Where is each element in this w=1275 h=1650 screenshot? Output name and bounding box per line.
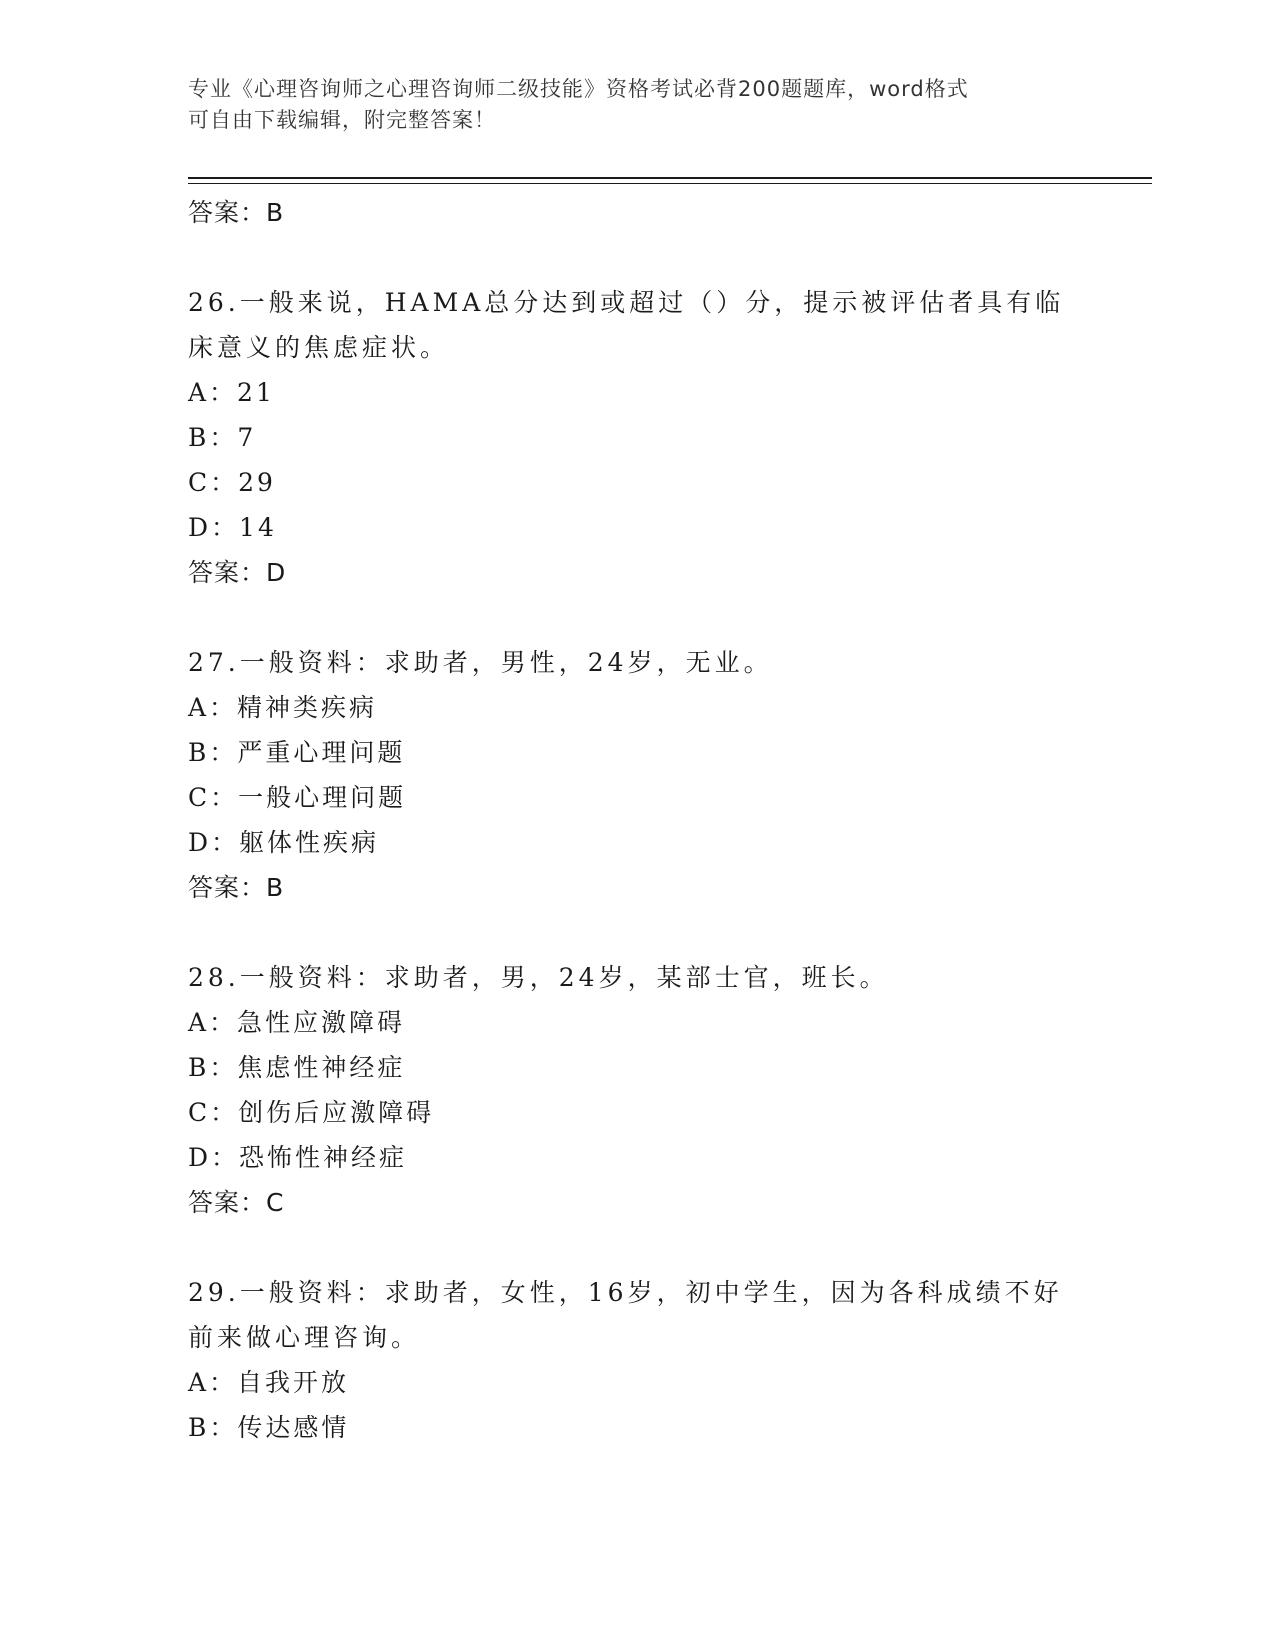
option-26-c: C：29 — [188, 468, 276, 497]
option-29-b: B：传达感情 — [188, 1413, 350, 1442]
header-line-2: 可自由下载编辑，附完整答案！ — [188, 108, 496, 132]
question-26: 26.一般来说，HAMA总分达到或超过（）分，提示被评估者具有临床意义的焦虑症状。 — [188, 288, 1065, 362]
option-28-a: A：急性应激障碍 — [188, 1008, 406, 1037]
answer-27: 答案：B — [188, 873, 285, 902]
option-28-c: C：创伤后应激障碍 — [188, 1098, 435, 1127]
option-27-a: A：精神类疾病 — [188, 693, 378, 722]
option-26-b: B：7 — [188, 423, 257, 452]
question-28: 28.一般资料：求助者，男，24岁，某部士官，班长。 — [188, 963, 889, 992]
option-27-c: C：一般心理问题 — [188, 783, 407, 812]
question-27: 27.一般资料：求助者，男性，24岁，无业。 — [188, 648, 773, 677]
option-29-a: A：自我开放 — [188, 1368, 350, 1397]
option-27-b: B：严重心理问题 — [188, 738, 406, 767]
option-26-d: D：14 — [188, 513, 277, 542]
header-divider-thin — [188, 183, 1152, 184]
option-27-d: D：躯体性疾病 — [188, 828, 380, 857]
header-divider — [188, 177, 1152, 179]
question-list — [188, 190, 1088, 1450]
question-29: 29.一般资料：求助者，女性，16岁，初中学生，因为各科成绩不好前来做心理咨询。 — [188, 1278, 1063, 1352]
answer-26: 答案：D — [188, 558, 287, 587]
option-28-b: B：焦虑性神经症 — [188, 1053, 406, 1082]
answer-28: 答案：C — [188, 1188, 285, 1217]
document-header — [188, 74, 1088, 136]
answer-25: 答案：B — [188, 198, 285, 227]
option-26-a: A：21 — [188, 378, 275, 407]
option-28-d: D：恐怖性神经症 — [188, 1143, 408, 1172]
header-line-1: 专业《心理咨询师之心理咨询师二级技能》资格考试必背200题题库，word格式 — [188, 77, 969, 101]
